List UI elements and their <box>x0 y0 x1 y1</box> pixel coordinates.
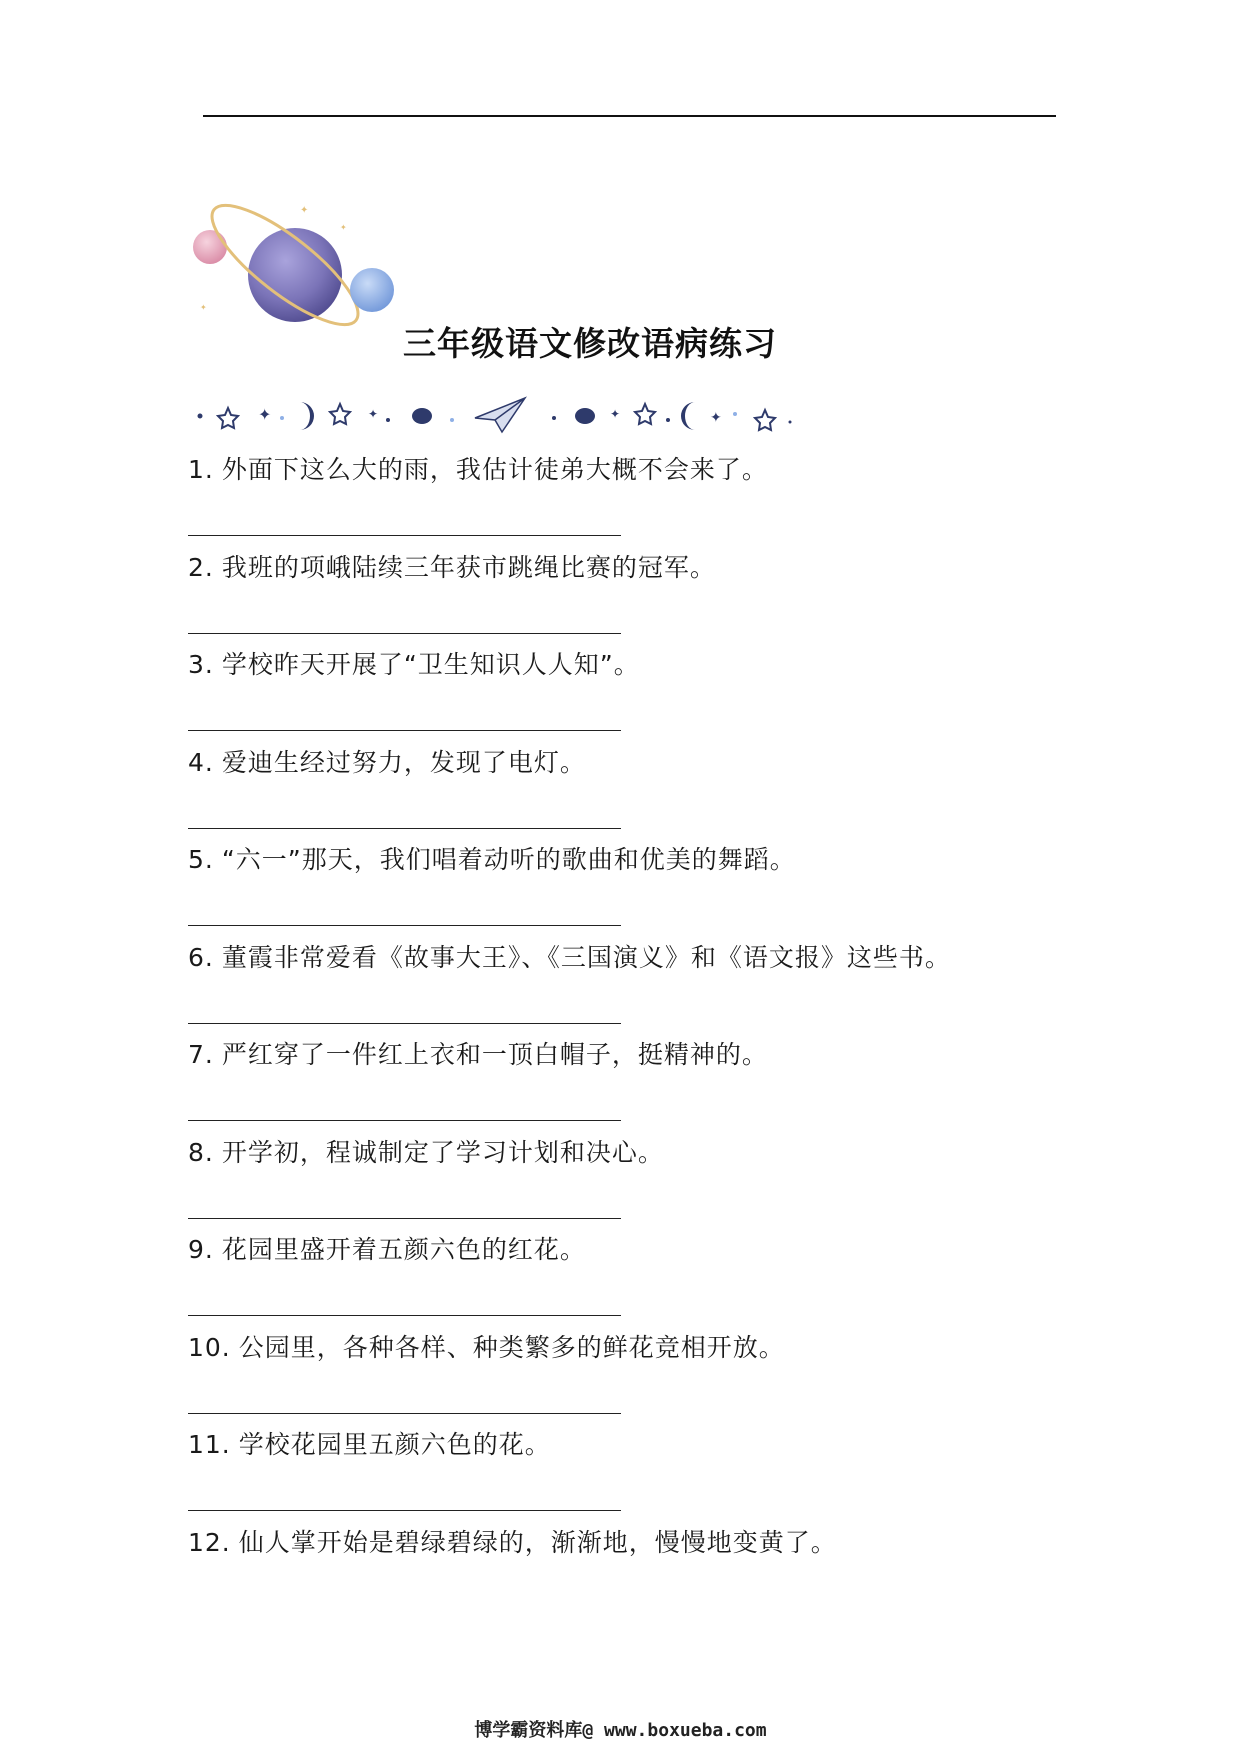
question-item <box>188 1526 1088 1624</box>
question-sentence: 公园里，各种各样、种类繁多的鲜花竞相开放。 <box>238 1332 785 1362</box>
question-text <box>188 1233 586 1267</box>
question-sentence: 花园里盛开着五颜六色的红花。 <box>221 1235 586 1264</box>
question-text <box>188 1428 551 1462</box>
question-number: 6. <box>188 942 214 972</box>
answer-line[interactable] <box>188 633 621 634</box>
answer-line[interactable] <box>188 1218 621 1219</box>
question-text <box>188 453 768 487</box>
question-sentence: 严红穿了一件红上衣和一顶白帽子，挺精神的。 <box>221 1040 768 1069</box>
question-number: 8. <box>188 1137 214 1167</box>
sparkle-icon: ✦ <box>340 223 347 232</box>
question-number: 5. <box>188 845 214 874</box>
answer-line[interactable] <box>188 1120 621 1121</box>
sparkle-icon: ✦ <box>368 407 379 421</box>
question-sentence: 我班的项峨陆续三年获市跳绳比赛的冠军。 <box>221 552 716 582</box>
star-icon <box>635 404 655 424</box>
question-item <box>188 551 1088 649</box>
answer-line[interactable] <box>188 828 621 829</box>
pink-planet-icon <box>193 230 227 264</box>
page-title: 三年级语文修改语病练习 <box>403 324 777 363</box>
star-icon <box>755 410 775 430</box>
answer-line[interactable] <box>188 730 621 731</box>
dot-icon <box>733 412 737 416</box>
header-rule <box>203 115 1056 117</box>
question-item <box>188 1038 1088 1136</box>
question-number: 12. <box>188 1527 231 1557</box>
question-text <box>188 1526 837 1560</box>
question-number: 9. <box>188 1235 214 1264</box>
star-icon <box>218 408 238 428</box>
question-number: 10. <box>188 1332 231 1362</box>
question-sentence: 仙人掌开始是碧绿碧绿的，渐渐地，慢慢地变黄了。 <box>238 1527 837 1557</box>
question-text <box>188 746 586 780</box>
question-sentence: 学校花园里五颜六色的花。 <box>238 1430 551 1459</box>
star-icon <box>330 404 350 424</box>
question-number: 11. <box>188 1430 231 1459</box>
question-text <box>188 843 796 877</box>
dot-icon <box>552 416 556 420</box>
sparkle-icon: ✦ <box>258 405 272 424</box>
small-planet-icon <box>575 408 595 424</box>
question-text <box>188 1331 785 1365</box>
answer-line[interactable] <box>188 1315 621 1316</box>
question-number: 3. <box>188 650 214 679</box>
question-sentence: 学校昨天开展了“卫生知识人人知”。 <box>221 650 640 679</box>
question-item <box>188 1428 1088 1526</box>
question-number: 7. <box>188 1040 214 1069</box>
moon-icon <box>300 402 314 430</box>
question-item <box>188 1136 1088 1234</box>
small-planet-icon <box>412 408 432 424</box>
question-number: 2. <box>188 552 214 582</box>
answer-line[interactable] <box>188 535 621 536</box>
question-item <box>188 1233 1088 1331</box>
question-item <box>188 941 1088 1039</box>
sparkle-icon: ✦ <box>610 407 621 421</box>
question-item <box>188 843 1088 941</box>
question-item <box>188 453 1088 551</box>
answer-line[interactable] <box>188 1413 621 1414</box>
answer-line[interactable] <box>188 925 621 926</box>
question-number: 1. <box>188 455 214 484</box>
question-text <box>188 1038 768 1072</box>
dot-icon <box>666 418 670 422</box>
answer-line[interactable] <box>188 1510 621 1511</box>
sparkle-icon: ✦ <box>200 303 207 312</box>
dot-icon <box>450 418 454 422</box>
question-sentence: 爱迪生经过努力，发现了电灯。 <box>221 747 586 777</box>
question-item <box>188 1331 1088 1429</box>
question-list <box>188 453 1088 1623</box>
dot-icon <box>789 421 792 424</box>
question-item <box>188 648 1088 746</box>
question-sentence: 外面下这么大的雨，我估计徒弟大概不会来了。 <box>221 455 768 484</box>
dot-icon <box>280 416 284 420</box>
paper-plane-icon <box>475 398 525 432</box>
blue-planet-icon <box>350 268 394 312</box>
question-text <box>188 1136 664 1170</box>
question-text <box>188 941 951 975</box>
answer-line[interactable] <box>188 1023 621 1024</box>
main-planet-icon <box>248 228 342 322</box>
question-sentence: 董霞非常爱看《故事大王》、《三国演义》和《语文报》这些书。 <box>221 942 951 972</box>
question-text <box>188 648 640 682</box>
moon-icon <box>681 402 695 430</box>
question-sentence: “六一”那天，我们唱着动听的歌曲和优美的舞蹈。 <box>221 845 796 874</box>
dot-icon <box>386 418 390 422</box>
sparkle-icon: ✦ <box>300 205 309 216</box>
decorative-star-row <box>190 388 890 436</box>
sparkle-icon: ✦ <box>710 410 722 426</box>
question-item <box>188 746 1088 844</box>
dot-icon <box>199 415 202 418</box>
question-text <box>188 551 716 585</box>
question-sentence: 开学初，程诚制定了学习计划和决心。 <box>221 1137 664 1167</box>
question-number: 4. <box>188 747 214 777</box>
footer-watermark: 博学霸资料库@ www.boxueba.com <box>474 1720 767 1741</box>
